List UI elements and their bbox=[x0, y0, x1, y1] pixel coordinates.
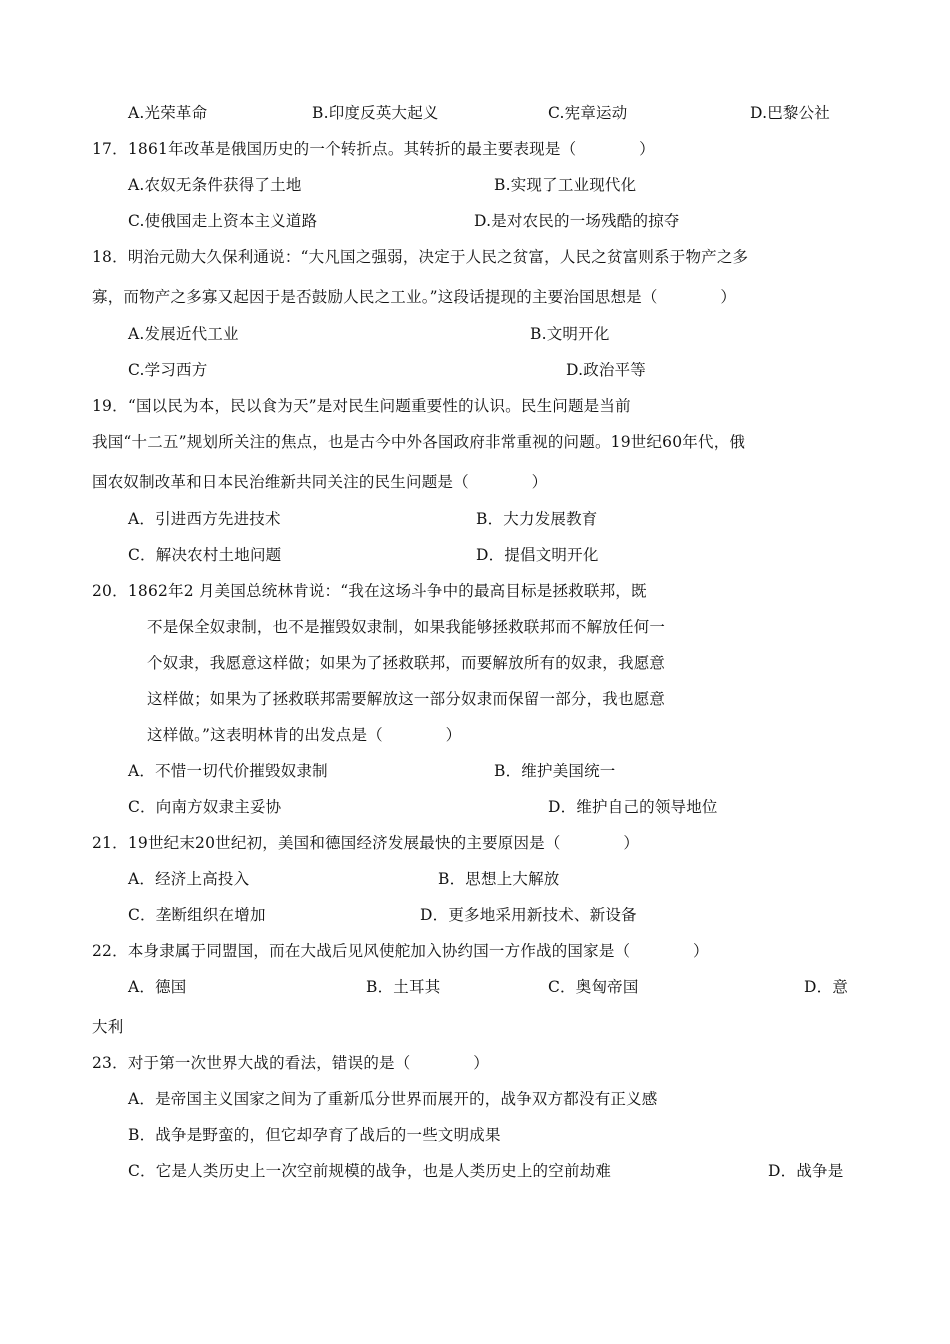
q21-option-d: D．更多地采用新技术、新设备 bbox=[420, 906, 637, 924]
q20-option-a: A．不惜一切代价摧毁奴隶制 bbox=[128, 762, 328, 780]
q19-option-d: D．提倡文明开化 bbox=[476, 546, 599, 564]
q20-stem-line3: 个奴隶，我愿意这样做；如果为了拯救联邦，而要解放所有的奴隶，我愿意 bbox=[147, 654, 666, 672]
q23-stem: 23．对于第一次世界大战的看法，错误的是（ ） bbox=[92, 1054, 489, 1072]
q16-option-d: D.巴黎公社 bbox=[750, 104, 831, 122]
q19-option-b: B．大力发展教育 bbox=[476, 510, 598, 528]
q16-option-a: A.光荣革命 bbox=[128, 104, 208, 122]
q21-option-b: B．思想上大解放 bbox=[438, 870, 560, 888]
q18-option-c: C.学习西方 bbox=[128, 361, 208, 379]
q20-stem-line4: 这样做；如果为了拯救联邦需要解放这一部分奴隶而保留一部分，我也愿意 bbox=[147, 690, 666, 708]
q17-option-d: D.是对农民的一场残酷的掠夺 bbox=[474, 212, 680, 230]
q23-option-a: A．是帝国主义国家之间为了重新瓜分世界而展开的，战争双方都没有正义感 bbox=[128, 1090, 658, 1108]
q17-option-c: C.使俄国走上资本主义道路 bbox=[128, 212, 318, 230]
q19-stem-line3: 国农奴制改革和日本民治维新共同关注的民生问题是（ ） bbox=[92, 473, 548, 491]
q20-option-b: B．维护美国统一 bbox=[494, 762, 616, 780]
q23-option-d: D．战争是 bbox=[768, 1162, 844, 1180]
q22-option-b: B．土耳其 bbox=[366, 978, 441, 996]
q17-option-a: A.农奴无条件获得了土地 bbox=[128, 176, 302, 194]
q16-option-b: B.印度反英大起义 bbox=[312, 104, 439, 122]
q22-stem: 22．本身隶属于同盟国，而在大战后见风使舵加入协约国一方作战的国家是（ ） bbox=[92, 942, 709, 960]
q17-option-b: B.实现了工业现代化 bbox=[494, 176, 637, 194]
q22-option-d-continued: 大利 bbox=[92, 1018, 124, 1036]
q19-option-a: A．引进西方先进技术 bbox=[128, 510, 281, 528]
q18-option-a: A.发展近代工业 bbox=[128, 325, 239, 343]
q16-option-c: C.宪章运动 bbox=[548, 104, 628, 122]
q20-option-d: D．维护自己的领导地位 bbox=[548, 798, 718, 816]
q22-option-d: D．意 bbox=[804, 978, 849, 996]
q20-stem-line2: 不是保全奴隶制，也不是摧毁奴隶制，如果我能够拯救联邦而不解放任何一 bbox=[147, 618, 666, 636]
q21-option-c: C．垄断组织在增加 bbox=[128, 906, 266, 924]
q19-stem-line2: 我国“十二五”规划所关注的焦点，也是古今中外各国政府非常重视的问题。19世纪60年代，俄 bbox=[92, 433, 746, 451]
q23-option-c: C．它是人类历史上一次空前规模的战争，也是人类历史上的空前劫难 bbox=[128, 1162, 612, 1180]
q17-stem: 17．1861年改革是俄国历史的一个转折点。其转折的最主要表现是（ ） bbox=[92, 140, 655, 158]
q23-option-b: B．战争是野蛮的，但它却孕育了战后的一些文明成果 bbox=[128, 1126, 501, 1144]
q22-option-a: A．德国 bbox=[128, 978, 187, 996]
q21-stem: 21．19世纪末20世纪初，美国和德国经济发展最快的主要原因是（ ） bbox=[92, 834, 640, 852]
q20-option-c: C．向南方奴隶主妥协 bbox=[128, 798, 282, 816]
q18-stem-line1: 18．明治元勋大久保利通说：“大凡国之强弱，决定于人民之贫富，人民之贫富则系于物产之多 bbox=[92, 248, 749, 266]
q18-stem-line2: 寡，而物产之多寡又起因于是否鼓励人民之工业。”这段话提现的主要治国思想是（ ） bbox=[92, 288, 737, 306]
q19-stem-line1: 19．“国以民为本，民以食为天”是对民生问题重要性的认识。民生问题是当前 bbox=[92, 397, 631, 415]
q20-stem-line1: 20．1862年2 月美国总统林肯说：“我在这场斗争中的最高目标是拯救联邦，既 bbox=[92, 582, 647, 600]
q20-stem-line5: 这样做。”这表明林肯的出发点是（ ） bbox=[147, 726, 462, 744]
q18-option-b: B.文明开化 bbox=[530, 325, 610, 343]
q18-option-d: D.政治平等 bbox=[566, 361, 647, 379]
q21-option-a: A．经济上高投入 bbox=[128, 870, 250, 888]
q22-option-c: C．奥匈帝国 bbox=[548, 978, 639, 996]
q19-option-c: C．解决农村土地问题 bbox=[128, 546, 282, 564]
